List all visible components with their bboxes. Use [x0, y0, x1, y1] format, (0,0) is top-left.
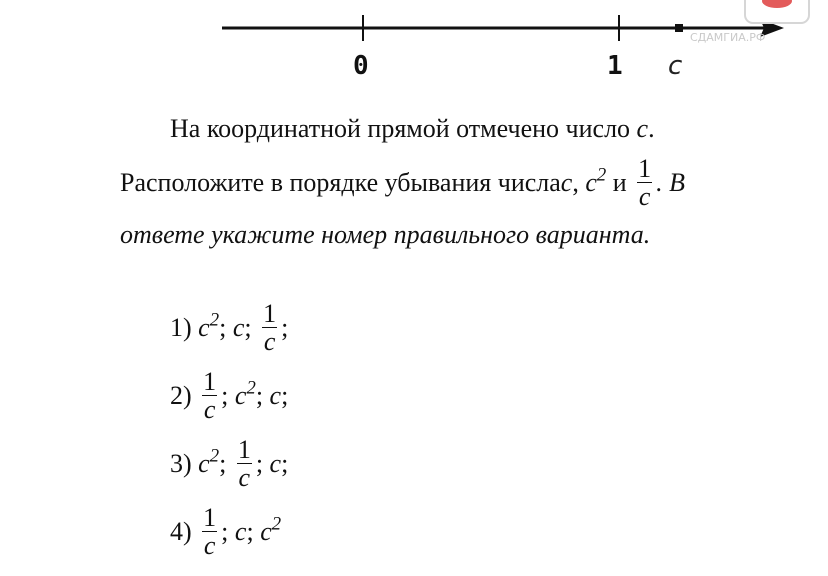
c-squared [198, 445, 220, 478]
exponent: 2 [246, 377, 256, 399]
numerator: 1 [203, 503, 217, 532]
site-logo-icon [744, 0, 810, 24]
numerator: 1 [237, 435, 251, 464]
problem-line-3 [120, 222, 650, 248]
variable-c: c [636, 114, 649, 143]
problem-text: ответе укажите номер правильного варианта. [120, 220, 651, 249]
numerator: 1 [263, 299, 277, 328]
problem-text: Расположите в порядке убывания числа [120, 168, 561, 197]
conjunction: и [612, 168, 627, 197]
fraction-one-over-c [236, 437, 253, 491]
variable-c: c [232, 313, 245, 342]
variable-c: c [234, 381, 247, 410]
exponent: 2 [209, 445, 220, 467]
tick-label-zero: 0 [353, 51, 369, 81]
exponent: 2 [596, 164, 607, 186]
numerator: 1 [638, 154, 652, 183]
fraction-one-over-c [201, 505, 218, 559]
problem-line-1 [170, 116, 655, 142]
variable-c: c [198, 449, 210, 478]
fraction-one-over-c [261, 301, 278, 355]
variable-c: c [560, 168, 573, 197]
variable-c: c [585, 168, 597, 197]
option-4[interactable]: 4) $\frac{1}{c}$ ; c ; $c^2$ [170, 503, 282, 560]
fraction-one-over-c [201, 369, 218, 423]
c-squared [198, 309, 220, 342]
option-number: 3) [170, 449, 192, 478]
option-number: 1) [170, 313, 192, 342]
variable-c: c [260, 517, 272, 546]
option-number: 2) [170, 381, 192, 410]
exponent: 2 [209, 309, 220, 331]
denominator: c [203, 531, 216, 560]
option-2[interactable]: 2) $\frac{1}{c}$ ; $c^2$ ; c ; [170, 367, 289, 424]
exponent: 2 [271, 513, 282, 535]
problem-text: . В [656, 168, 686, 197]
denominator: c [203, 395, 216, 424]
problem-line-2 [120, 150, 685, 216]
comma: , [572, 168, 579, 197]
fraction-one-over-c [636, 156, 653, 210]
point-c-label: c [668, 51, 683, 81]
c-squared [260, 513, 282, 546]
variable-c: c [269, 449, 282, 478]
period: . [648, 114, 655, 143]
denominator: c [638, 182, 651, 211]
c-squared [234, 377, 256, 410]
number-line [0, 0, 828, 90]
problem-text: На координатной прямой отмечено число [170, 114, 637, 143]
tick-label-one: 1 [607, 51, 623, 81]
denominator: c [263, 327, 276, 356]
c-squared [585, 164, 607, 197]
numerator: 1 [203, 367, 217, 396]
point-c-marker [675, 24, 683, 32]
option-1[interactable]: 1) $c^2$ ; c ; $\frac{1}{c}$ ; [170, 299, 289, 356]
variable-c: c [234, 517, 247, 546]
variable-c: c [198, 313, 210, 342]
denominator: c [238, 463, 251, 492]
option-number: 4) [170, 517, 192, 546]
variable-c: c [269, 381, 282, 410]
watermark: СДАМГИА.РФ [690, 31, 766, 44]
option-3[interactable]: 3) $c^2$ ; $\frac{1}{c}$ ; c ; [170, 435, 289, 492]
